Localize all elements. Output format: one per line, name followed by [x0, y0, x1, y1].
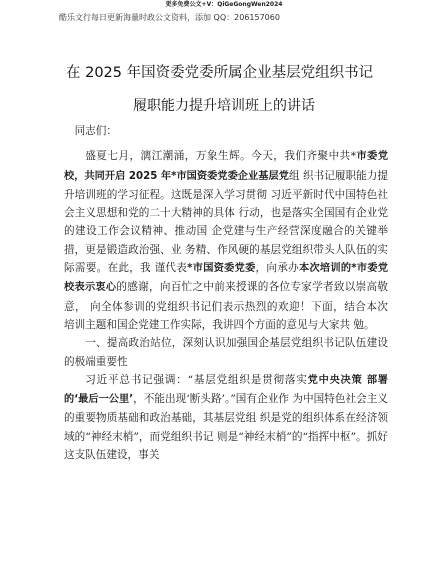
doc-subtitle: 履职能力提升培训班上的讲话 [133, 98, 315, 114]
p2-part-b: 党中央决策 部署的‘最后一公里’ [64, 374, 388, 406]
header-note: 酷乐文行每日更新海量时政公文资料，添加 QQ：206157060 [59, 13, 280, 22]
p1-part-a: 盛夏七月，漓江潮涌，万象生辉。今天，我们齐聚中共* [85, 150, 357, 163]
p1-part-e: ，向承办 [255, 262, 299, 275]
p1-part-g: 的感谢，向百忙之中前来授课的各位专家学者致以崇高敬意， 向全体参训的党组织书记们表示热烈的欢迎！下面，结合本次 培训主题和国企党建工作实际，我讲四个方面的意见与大家共 勉。 [64, 281, 389, 331]
p1-part-f: 本次培训的*市委党校表示衷心 [64, 263, 389, 294]
top-banner: 更多免费公文+V：QiGeGongWen2024 [165, 1, 283, 8]
p2-part-c: ，不能出现‘断头路’。”国有企业作 为中国特色社会主义的重要物质基础和政治基础，其基层党组 织是党的组织体系在经济领域的“神经末梢”，而党组织书记 则是“神经末梢”的“指挥中枢”。抓好这支队伍建设，事关 [64, 393, 388, 462]
doc-body [64, 122, 388, 464]
p1-part-c: 组 织书记履职能力提升培训班的学习征程。这既是深入学习贯彻 习近平新时代中国特色社会主义思想和党的二十大精神的具体 行动，也是落实全国国有企业党的建设工作会议精神、推动国 企党建与生产经营深度融合的关键举措，更是锻造政治强、业 务精、作风硬的基层党组织带头人队伍的实际需要。在此，我 谨代表 [64, 169, 388, 275]
p1-part-d: *市国资委党委 [187, 263, 256, 275]
paragraph-opening [64, 147, 388, 334]
p2-part-a: 习近平总书记强调：“基层党组织是贯彻落实 [85, 373, 308, 386]
salutation: 同志们： [74, 125, 117, 137]
section-heading-1: 一、提高政治站位，深刻认识加强国企基层党组织书记队伍建设的极端重要性 [64, 337, 388, 368]
doc-title: 在 2025 年国资委党委所属企业基层党组织书记 [66, 65, 374, 81]
paragraph-section-1 [64, 371, 388, 464]
p1-part-b: 市委党校，共同开启 2025 年*市国资委党委企业基层党 [64, 151, 389, 182]
